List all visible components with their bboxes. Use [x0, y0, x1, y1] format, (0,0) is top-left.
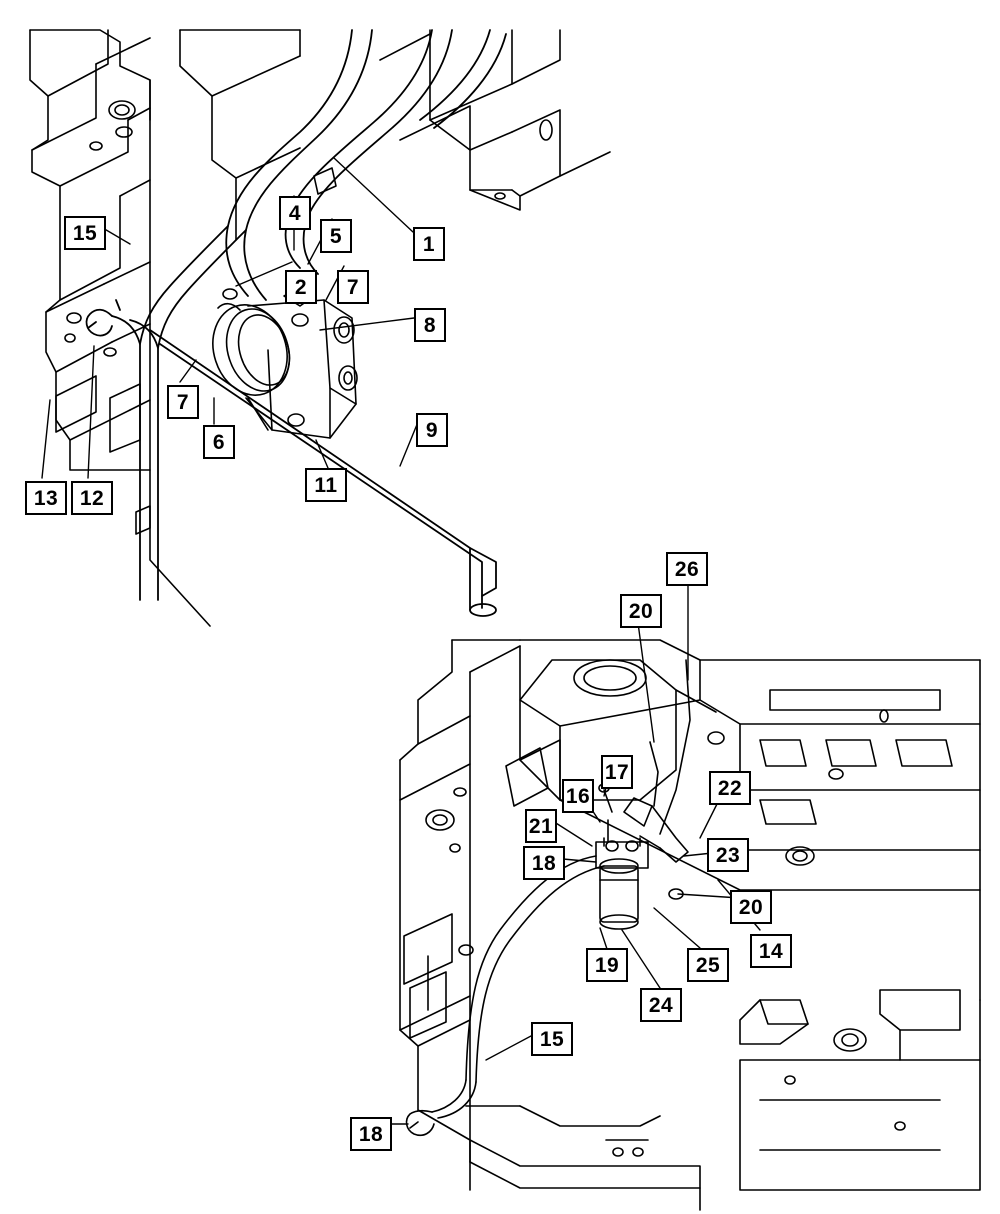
callout-12[interactable]: 12	[71, 481, 113, 515]
callout-26[interactable]: 26	[666, 552, 708, 586]
callout-7-lower[interactable]: 7	[167, 385, 199, 419]
callout-20-lower[interactable]: 20	[730, 890, 772, 924]
callout-18-lower[interactable]: 18	[350, 1117, 392, 1151]
callout-21[interactable]: 21	[525, 809, 557, 843]
callout-20-upper[interactable]: 20	[620, 594, 662, 628]
callout-25[interactable]: 25	[687, 948, 729, 982]
callout-7-upper[interactable]: 7	[337, 270, 369, 304]
callout-24[interactable]: 24	[640, 988, 682, 1022]
callout-2[interactable]: 2	[285, 270, 317, 304]
callout-16[interactable]: 16	[562, 779, 594, 813]
callout-22[interactable]: 22	[709, 771, 751, 805]
callout-19[interactable]: 19	[586, 948, 628, 982]
callout-23[interactable]: 23	[707, 838, 749, 872]
callout-13[interactable]: 13	[25, 481, 67, 515]
callout-6[interactable]: 6	[203, 425, 235, 459]
callout-15-lower[interactable]: 15	[531, 1022, 573, 1056]
callout-5[interactable]: 5	[320, 219, 352, 253]
lower-body-structure	[400, 640, 520, 1190]
callout-18-upper[interactable]: 18	[523, 846, 565, 880]
callout-9[interactable]: 9	[416, 413, 448, 447]
ac-compressor	[202, 288, 357, 438]
callout-11[interactable]: 11	[305, 468, 347, 502]
callout-17[interactable]: 17	[601, 755, 633, 789]
upper-body-structure	[30, 30, 210, 626]
callout-8[interactable]: 8	[414, 308, 446, 342]
upper-cowl-structure	[180, 30, 610, 240]
callout-14[interactable]: 14	[750, 934, 792, 968]
callout-1[interactable]: 1	[413, 227, 445, 261]
callout-4[interactable]: 4	[279, 196, 311, 230]
receiver-drier-assembly	[407, 660, 690, 1135]
callout-15-upper[interactable]: 15	[64, 216, 106, 250]
